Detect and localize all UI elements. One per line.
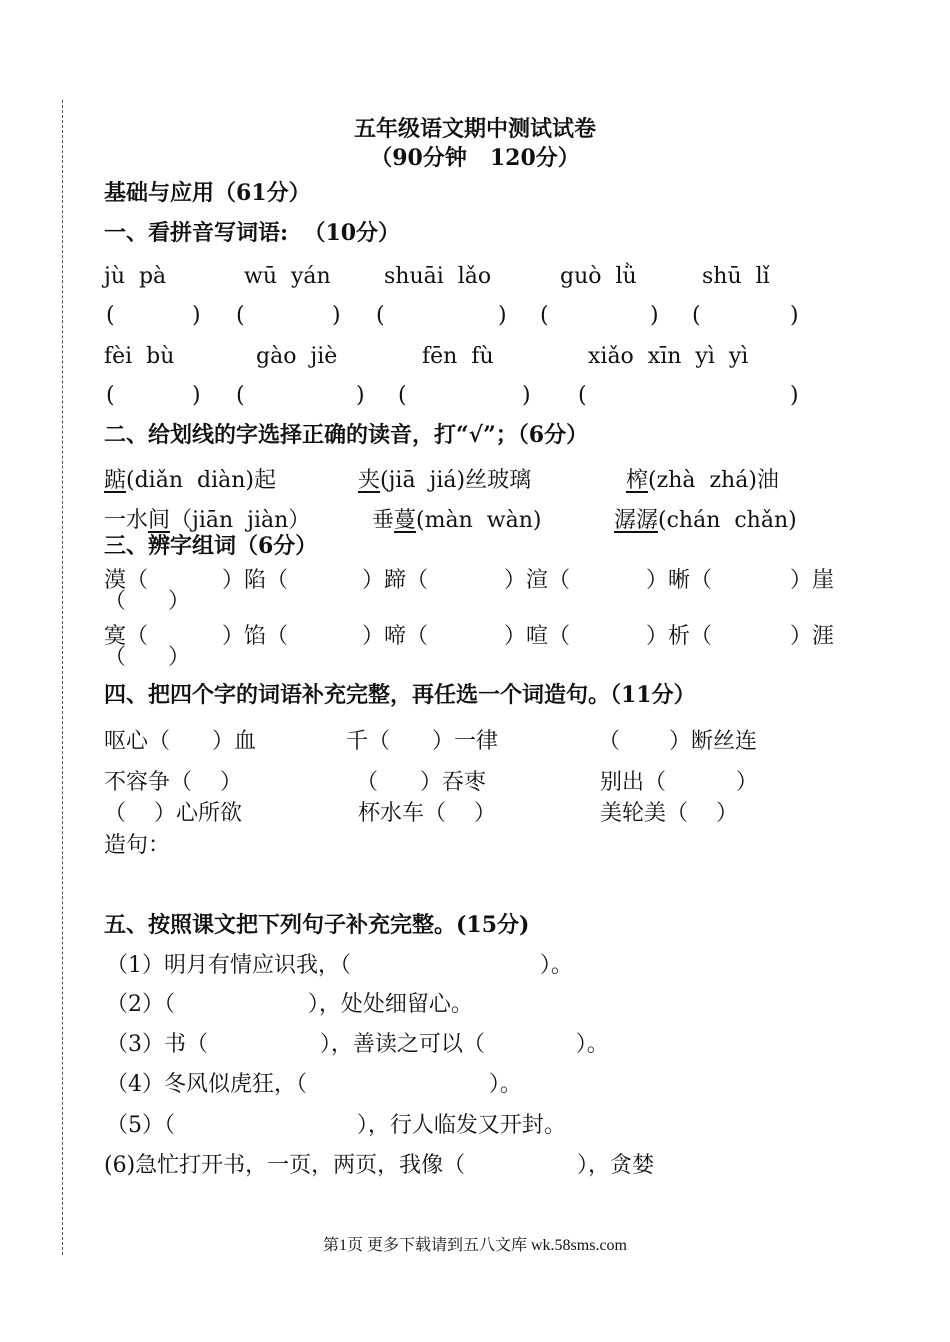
pinyin: fēn fù <box>422 344 494 369</box>
q1-heading: 一、看拼音写词语: （10分） <box>104 220 401 246</box>
char-blank: ）崖 <box>790 568 835 593</box>
idiom-blank: （ ）吞枣 <box>356 770 486 795</box>
q4-row-3 <box>0 796 950 826</box>
idiom-blank: 杯水车（ ） <box>358 801 496 826</box>
char-blank: 寞（ <box>104 624 149 649</box>
q4-sentence-label: 造句： <box>104 833 171 858</box>
q1-answer-row-2: ( ) ( ) ( ) ( ) <box>106 383 799 408</box>
char-blank: ）喧（ <box>504 624 571 649</box>
reading-options: (diǎn diàn)起 <box>126 468 276 493</box>
q1-pinyin-row-2 <box>0 344 950 368</box>
idiom-blank: 呕心（ ）血 <box>104 729 256 754</box>
pinyin: guò lǜ <box>560 264 637 289</box>
char-blank: ）晰（ <box>646 568 713 593</box>
word-prefix: 一水 <box>104 508 149 533</box>
underlined-char: 夹 <box>358 468 381 493</box>
idiom-blank: 不容争（ ） <box>104 770 242 795</box>
pinyin: fèi bù <box>104 344 175 369</box>
reading-options: (jiā jiá)丝玻璃 <box>380 468 532 493</box>
q3-row-1-wrap: （ ） <box>104 589 190 614</box>
underlined-char: 踮 <box>104 468 127 493</box>
idiom-blank: （ ）断丝连 <box>598 729 757 754</box>
idiom-blank: 美轮美（ ） <box>600 801 738 826</box>
pinyin: jù pà <box>104 264 167 289</box>
q3-row-2 <box>0 619 950 649</box>
q1-answer-row-1: ( ) ( ) ( ) ( ) ( ) <box>106 303 799 328</box>
underlined-char: 间 <box>148 508 171 533</box>
q1-pinyin-row-1 <box>0 264 950 288</box>
pinyin: shū lǐ <box>702 264 770 289</box>
reading-options: (chán chǎn) <box>658 508 797 533</box>
word-prefix: 垂 <box>372 508 395 533</box>
char-blank: ）析（ <box>646 624 713 649</box>
pinyin: gào jiè <box>256 344 338 369</box>
char-blank: ）渲（ <box>504 568 571 593</box>
char-blank: ）馅（ <box>222 624 289 649</box>
idiom-blank: 千（ ）一律 <box>346 729 498 754</box>
reading-options: (màn wàn) <box>416 508 542 533</box>
page-subtitle: （90分钟 120分） <box>370 145 580 171</box>
char-blank: ）陷（ <box>222 568 289 593</box>
pinyin: xiǎo xīn yì yì <box>588 344 749 369</box>
q5-item: （5）（ ），行人临发又开封。 <box>106 1113 566 1138</box>
q3-heading: 三、辨字组词（6分） <box>104 533 318 559</box>
char-blank: ）涯 <box>790 624 835 649</box>
section-main-heading: 基础与应用（61分） <box>104 180 311 206</box>
page-footer: 第1页 更多下载请到五八文库 wk.58sms.com <box>322 1237 627 1254</box>
underlined-char: 潺潺 <box>614 508 659 533</box>
q5-item: (6)急忙打开书，一页，两页，我像（ ），贪婪 <box>104 1153 655 1178</box>
char-blank: 漠（ <box>104 568 149 593</box>
q5-item: （4）冬风似虎狂，（ ）。 <box>106 1072 522 1097</box>
pinyin: wū yán <box>244 264 331 289</box>
underlined-char: 蔓 <box>394 508 417 533</box>
q2-row-2 <box>0 503 950 533</box>
q3-row-2-wrap: （ ） <box>104 645 190 670</box>
pinyin: shuāi lǎo <box>384 264 492 289</box>
reading-options: （jiān jiàn） <box>170 508 311 533</box>
q5-item: （3）书（ ），善读之可以（ ）。 <box>106 1032 609 1057</box>
char-blank: ）蹄（ <box>362 568 429 593</box>
q5-item: （2）（ ），处处细留心。 <box>106 992 473 1017</box>
q2-heading: 二、给划线的字选择正确的读音，打“√”；（6分） <box>104 422 589 448</box>
q5-heading: 五、按照课文把下列句子补充完整。(15分) <box>104 912 530 938</box>
page-title: 五年级语文期中测试试卷 <box>353 116 596 142</box>
q2-row-1 <box>0 463 950 493</box>
q4-row-1 <box>0 724 950 754</box>
idiom-blank: （ ）心所欲 <box>104 801 242 826</box>
q3-row-1 <box>0 563 950 593</box>
q4-heading: 四、把四个字的词语补充完整，再任选一个词造句。（11分） <box>104 682 696 708</box>
reading-options: (zhà zhá)油 <box>648 468 779 493</box>
q5-item: （1）明月有情应识我，（ ）。 <box>106 953 573 978</box>
idiom-blank: 别出（ ） <box>600 770 758 795</box>
q4-row-2 <box>0 765 950 795</box>
underlined-char: 榨 <box>626 468 649 493</box>
char-blank: ）啼（ <box>362 624 429 649</box>
